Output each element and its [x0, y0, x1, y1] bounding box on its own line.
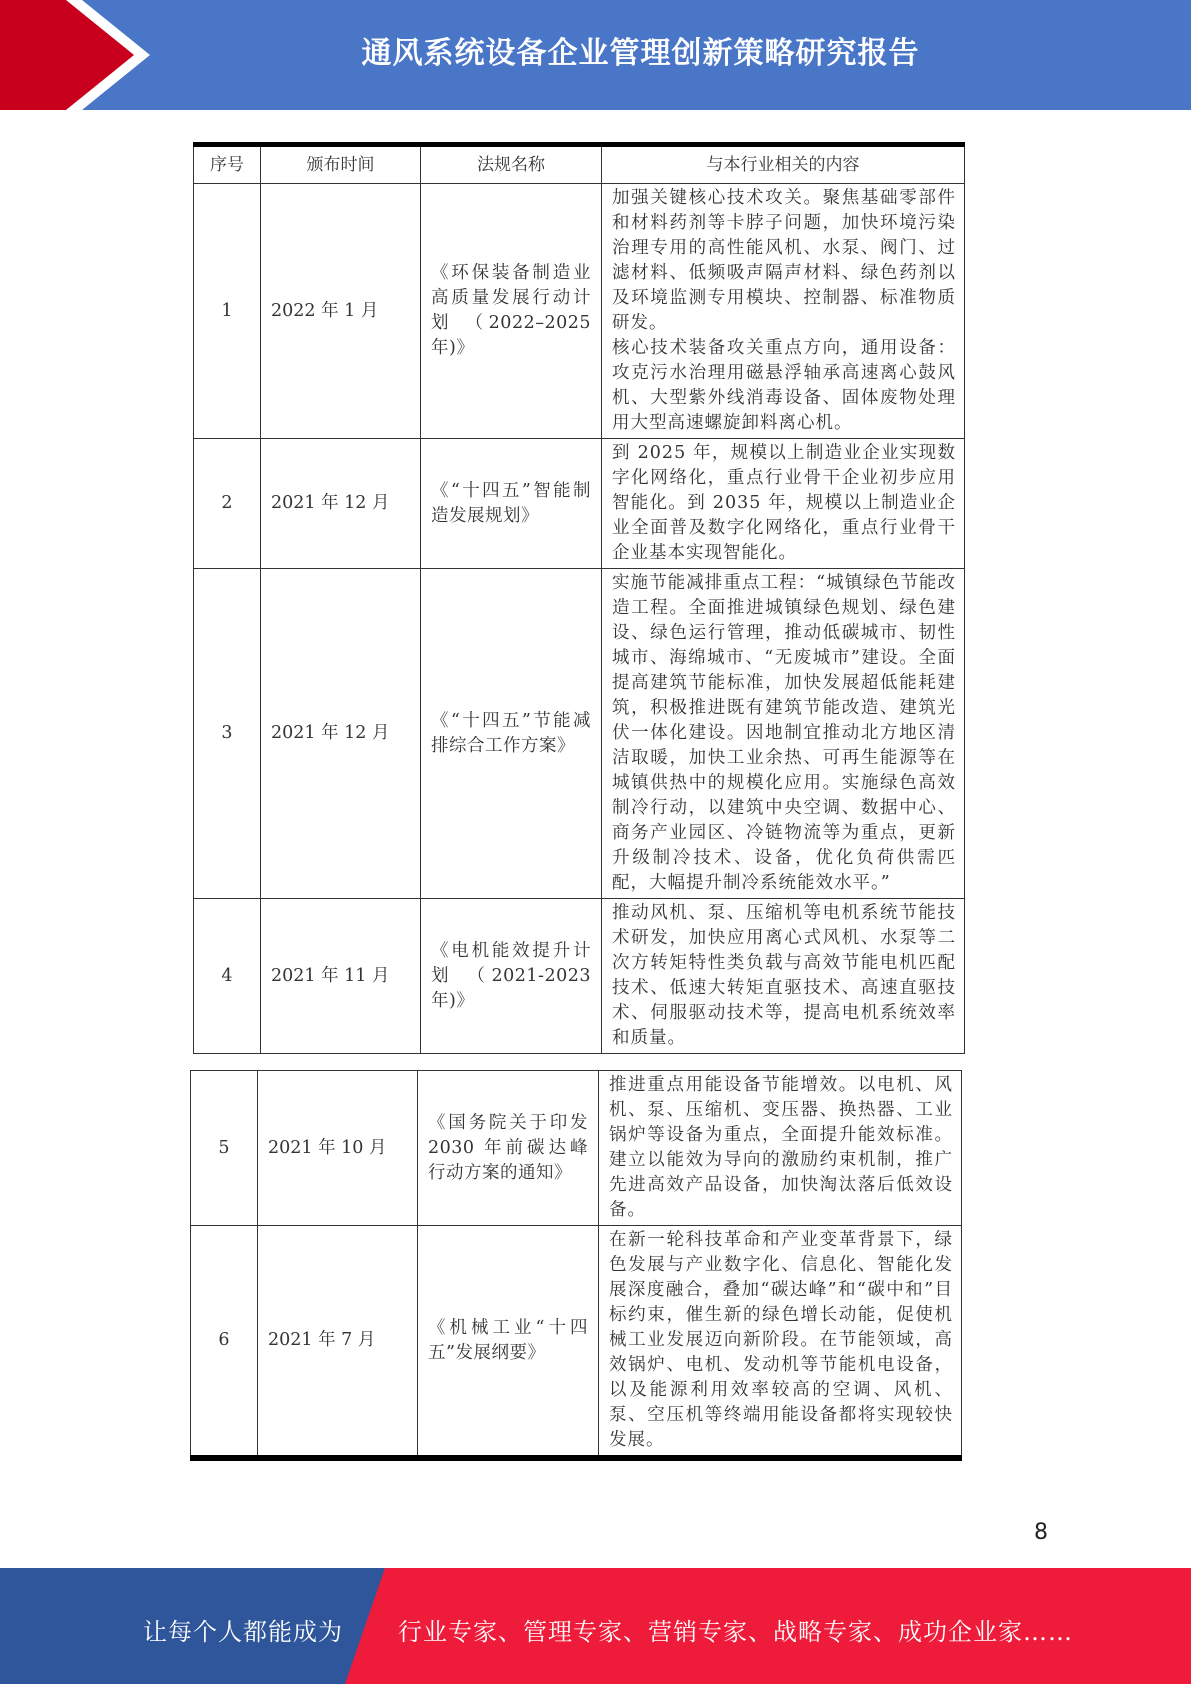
- column-header-law: 法规名称: [421, 145, 602, 184]
- table-row: [194, 569, 965, 899]
- row-date: 2021 年 12 月: [261, 439, 421, 569]
- row-law-name: 《“十四五”智能制造发展规划》: [421, 439, 602, 569]
- row-number: 5: [191, 1071, 258, 1226]
- footer-slogan-left: 让每个人都能成为: [143, 1618, 343, 1646]
- page-header: [0, 0, 1191, 110]
- column-header-date: 颁布时间: [261, 145, 421, 184]
- row-number: 3: [194, 569, 261, 899]
- row-number: 6: [191, 1226, 258, 1459]
- footer-slogan-right: 行业专家、管理专家、营销专家、战略专家、成功企业家……: [398, 1618, 1073, 1646]
- row-content: 推进重点用能设备节能增效。以电机、风机、泵、压缩机、变压器、换热器、工业锅炉等设备为重点，全面提升能效标准。建立以能效为导向的激励约束机制，推广先进高效产品设备，加快淘汰落后低效设备。: [599, 1071, 962, 1226]
- table-row: [191, 1226, 962, 1459]
- row-law-name: 《国务院关于印发 2030 年前碳达峰行动方案的通知》: [418, 1071, 599, 1226]
- row-date: 2021 年 11 月: [261, 899, 421, 1054]
- column-header-no: 序号: [194, 145, 261, 184]
- row-content: 到 2025 年，规模以上制造业企业实现数字化网络化，重点行业骨干企业初步应用智能化。到 2035 年，规模以上制造业企业全面普及数字化网络化，重点行业骨干企业基本实现智能化。: [602, 439, 965, 569]
- row-date: 2021 年 7 月: [258, 1226, 418, 1459]
- regulation-table: [193, 142, 965, 1054]
- header-arrow-icon: [0, 0, 160, 110]
- row-law-name: 《电机能效提升计划 （2021-2023 年)》: [421, 899, 602, 1054]
- regulation-table-continued: [190, 1070, 962, 1461]
- row-content: 推动风机、泵、压缩机等电机系统节能技术研发，加快应用离心式风机、水泵等二次方转矩特性类负载与高效节能电机匹配技术、低速大转矩直驱技术、高速直驱技术、伺服驱动技术等，提高电机系统效率和质量。: [602, 899, 965, 1054]
- report-title: 通风系统设备企业管理创新策略研究报告: [361, 36, 920, 71]
- row-content: 在新一轮科技革命和产业变革背景下，绿色发展与产业数字化、信息化、智能化发展深度融合，叠加“碳达峰”和“碳中和”目标约束，催生新的绿色增长动能，促使机械工业发展迈向新阶段。在节能领域，高效锅炉、电机、发动机等节能机电设备，以及能源利用效率较高的空调、风机、泵、空压机等终端用能设备都将实现较快发展。: [599, 1226, 962, 1459]
- row-law-name: 《环保装备制造业高质量发展行动计划 （2022–2025 年)》: [421, 184, 602, 439]
- row-law-name: 《“十四五”节能减排综合工作方案》: [421, 569, 602, 899]
- column-header-content: 与本行业相关的内容: [602, 145, 965, 184]
- row-number: 4: [194, 899, 261, 1054]
- row-number: 1: [194, 184, 261, 439]
- row-date: 2021 年 12 月: [261, 569, 421, 899]
- row-content: 加强关键核心技术攻关。聚焦基础零部件和材料药剂等卡脖子问题，加快环境污染治理专用的高性能风机、水泵、阀门、过滤材料、低频吸声隔声材料、绿色药剂以及环境监测专用模块、控制器、标准物质研发。 核心技术装备攻关重点方向，通用设备：攻克污水治理用磁悬浮轴承高速离心鼓风机、大型紫外线消毒设备、固体废物处理用大型高速螺旋卸料离心机。: [602, 184, 965, 439]
- row-date: 2022 年 1 月: [261, 184, 421, 439]
- row-date: 2021 年 10 月: [258, 1071, 418, 1226]
- table-header-row: [194, 145, 965, 184]
- table-row: [194, 899, 965, 1054]
- table-row: [191, 1071, 962, 1226]
- table-row: [194, 184, 965, 439]
- row-law-name: 《机械工业“十四五”发展纲要》: [418, 1226, 599, 1459]
- page-footer: [0, 1568, 1191, 1684]
- table-row: [194, 439, 965, 569]
- row-number: 2: [194, 439, 261, 569]
- row-content: 实施节能减排重点工程：“城镇绿色节能改造工程。全面推进城镇绿色规划、绿色建设、绿色运行管理，推动低碳城市、韧性城市、海绵城市、“无废城市”建设。全面提高建筑节能标准，加快发展超低能耗建筑，积极推进既有建筑节能改造、建筑光伏一体化建设。因地制宜推动北方地区清洁取暖，加快工业余热、可再生能源等在城镇供热中的规模化应用。实施绿色高效制冷行动，以建筑中央空调、数据中心、商务产业园区、冷链物流等为重点，更新升级制冷技术、设备，优化负荷供需匹配，大幅提升制冷系统能效水平。”: [602, 569, 965, 899]
- page-number: 8: [1034, 1520, 1048, 1545]
